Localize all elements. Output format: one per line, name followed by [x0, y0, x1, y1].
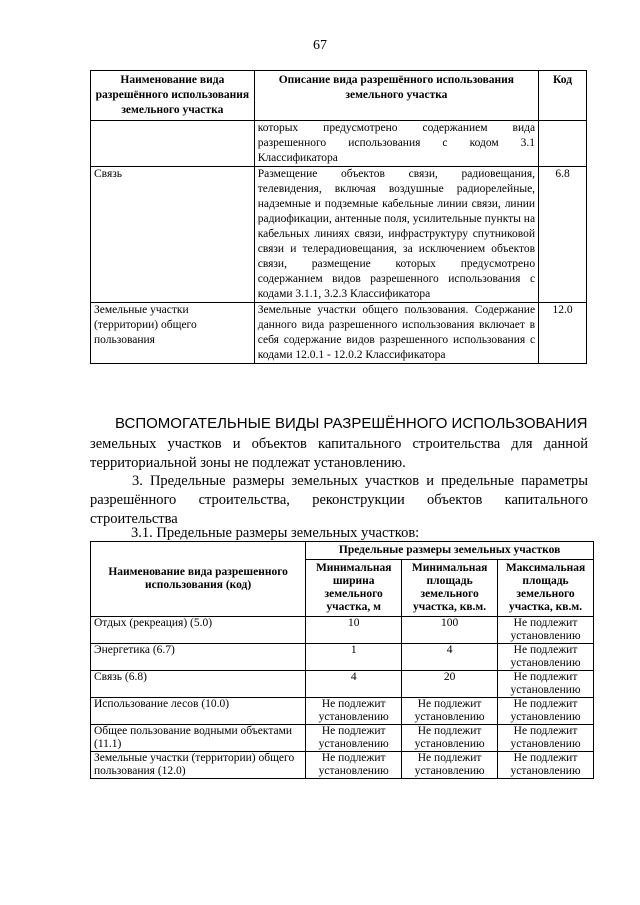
row-min-width: Не подлежит установлению — [306, 725, 402, 752]
row-description: которых предусмотрено содержанием вида разрешенного использования с кодом 3.1 Классификатора — [254, 121, 538, 167]
row-max-area: Не подлежит установлению — [498, 617, 594, 644]
row-min-width: 1 — [306, 644, 402, 671]
row-name — [91, 121, 255, 167]
table-row — [91, 303, 587, 364]
row-min-area: Не подлежит установлению — [402, 698, 498, 725]
land-use-table — [90, 70, 587, 364]
header-plot-limits: Предельные размеры земельных участков — [306, 542, 594, 560]
table-row — [91, 725, 594, 752]
row-description: Земельные участки общего пользования. Содержание данного вида разрешенного использования включает в себя содержание видов разрешенного использования с кодами 12.0.1 - 12.0.2 Классификатора — [254, 303, 538, 364]
table-row — [91, 698, 594, 725]
row-name: Земельные участки (территории) общего пользования — [91, 303, 255, 364]
row-max-area: Не подлежит установлению — [498, 752, 594, 779]
row-min-width: 10 — [306, 617, 402, 644]
row-use-name: Энергетика (6.7) — [91, 644, 306, 671]
page-number: 67 — [313, 38, 327, 53]
paragraph-plot-sizes: 3.1. Предельные размеры земельных участков: — [131, 525, 420, 541]
table-row — [91, 671, 594, 698]
paragraph-limit-parameters: 3. Предельные размеры земельных участков и предельные параметры разрешённого строительства, реконструкции объектов капитального строительства — [90, 473, 588, 527]
header-code: Код — [539, 71, 587, 121]
row-max-area: Не подлежит установлению — [498, 644, 594, 671]
table-row — [91, 617, 594, 644]
row-code: 6.8 — [539, 167, 587, 303]
row-code: 12.0 — [539, 303, 587, 364]
header-min-area: Минимальная площадь земельного участка, кв.м. — [402, 560, 498, 617]
table-row — [91, 121, 587, 167]
paragraph-auxiliary-uses: земельных участков и объектов капитального строительства для данной территориальной зоны не подлежат установлению. — [90, 436, 588, 471]
row-min-width: 4 — [306, 671, 402, 698]
row-min-area: 100 — [402, 617, 498, 644]
row-use-name: Земельные участки (территории) общего пользования (12.0) — [91, 752, 306, 779]
row-use-name: Использование лесов (10.0) — [91, 698, 306, 725]
row-max-area: Не подлежит установлению — [498, 671, 594, 698]
row-use-name: Связь (6.8) — [91, 671, 306, 698]
table-row — [91, 167, 587, 303]
row-min-width: Не подлежит установлению — [306, 698, 402, 725]
table-header-row — [91, 542, 594, 560]
header-min-width: Минимальная ширина земельного участка, м — [306, 560, 402, 617]
table-row — [91, 644, 594, 671]
plot-size-table — [90, 541, 594, 779]
table-row — [91, 752, 594, 779]
header-use-name: Наименование вида разрешенного использования (код) — [91, 542, 306, 617]
row-name: Связь — [91, 167, 255, 303]
section-title: ВСПОМОГАТЕЛЬНЫЕ ВИДЫ РАЗРЕШЁННОГО ИСПОЛЬЗОВАНИЯ — [115, 415, 588, 432]
row-max-area: Не подлежит установлению — [498, 725, 594, 752]
row-use-name: Общее пользование водными объектами (11.1) — [91, 725, 306, 752]
row-max-area: Не подлежит установлению — [498, 698, 594, 725]
row-min-width: Не подлежит установлению — [306, 752, 402, 779]
table-header-row — [91, 71, 587, 121]
row-min-area: Не подлежит установлению — [402, 725, 498, 752]
row-description: Размещение объектов связи, радиовещания, телевидения, включая воздушные радиорелейные, надземные и подземные кабельные линии связи, линии радиофикации, антенные поля, усилительные пункты на кабельных линиях связи, инфраструктуру спутниковой связи и телерадиовещания, за исключением объектов связи, размещение которых предусмотрено содержанием видов разрешенного использования с кодами 3.1.1, 3.2.3 Классификатора — [254, 167, 538, 303]
header-max-area: Максимальная площадь земельного участка, кв.м. — [498, 560, 594, 617]
header-name: Наименование вида разрешённого использования земельного участка — [91, 71, 255, 121]
row-min-area: Не подлежит установлению — [402, 752, 498, 779]
header-description: Описание вида разрешённого использования земельного участка — [254, 71, 538, 121]
row-min-area: 20 — [402, 671, 498, 698]
row-code — [539, 121, 587, 167]
row-use-name: Отдых (рекреация) (5.0) — [91, 617, 306, 644]
row-min-area: 4 — [402, 644, 498, 671]
